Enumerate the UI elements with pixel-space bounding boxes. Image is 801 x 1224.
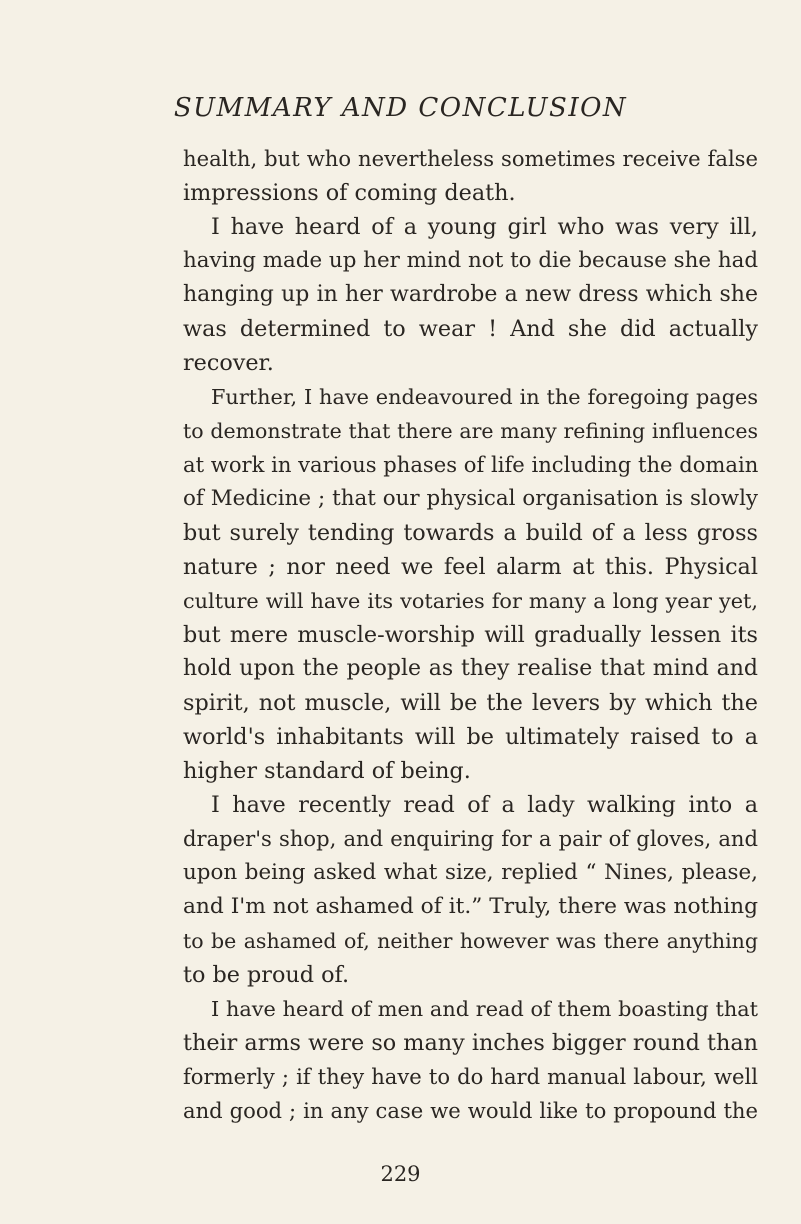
text-line: was determined to wear ! And she did actually [183, 316, 758, 342]
running-head: SUMMARY AND CONCLUSION [173, 93, 628, 123]
text-line: to be proud of. [183, 962, 350, 988]
text-line: I have recently read of a lady walking into a [211, 792, 758, 818]
text-line: and good ; in any case we would like to propound the [183, 1098, 758, 1123]
text-line: health, but who nevertheless sometimes receive false [183, 146, 758, 171]
text-line: having made up her mind not to die because she had [183, 248, 758, 273]
text-line: hanging up in her wardrobe a new dress which she [183, 282, 758, 307]
text-line: upon being asked what size, replied “ Nines, please, [183, 860, 758, 885]
text-line: culture will have its votaries for many a long year yet, [183, 589, 758, 613]
text-line: to demonstrate that there are many refining influences [183, 419, 758, 443]
text-line: I have heard of men and read of them boasting that [211, 997, 758, 1021]
text-line: formerly ; if they have to do hard manual labour, well [183, 1064, 758, 1089]
body-text [183, 142, 758, 1128]
page-number: 229 [380, 1162, 421, 1186]
text-line: their arms were so many inches bigger round than [183, 1030, 758, 1056]
text-line: of Medicine ; that our physical organisation is slowly [183, 486, 758, 511]
text-line: to be ashamed of, neither however was there anything [183, 929, 758, 953]
text-line: higher standard of being. [183, 758, 471, 784]
text-line: at work in various phases of life including the domain [183, 452, 758, 477]
text-line: but surely tending towards a build of a less gross [183, 520, 758, 546]
text-line: I have heard of a young girl who was very ill, [211, 214, 758, 240]
text-line: impressions of coming death. [183, 180, 516, 206]
text-line: draper's shop, and enquiring for a pair of gloves, and [183, 826, 758, 851]
text-line: and I'm not ashamed of it.” Truly, there was nothing [183, 894, 758, 919]
text-line: Further, I have endeavoured in the foregoing pages [211, 385, 758, 409]
text-line: but mere muscle-worship will gradually lessen its [183, 622, 758, 648]
text-line: spirit, not muscle, will be the levers by which the [183, 690, 758, 716]
text-line: nature ; nor need we feel alarm at this. Physical [183, 554, 758, 580]
text-line: recover. [183, 350, 274, 376]
text-line: world's inhabitants will be ultimately raised to a [183, 724, 758, 750]
text-line: hold upon the people as they realise that mind and [183, 656, 758, 681]
